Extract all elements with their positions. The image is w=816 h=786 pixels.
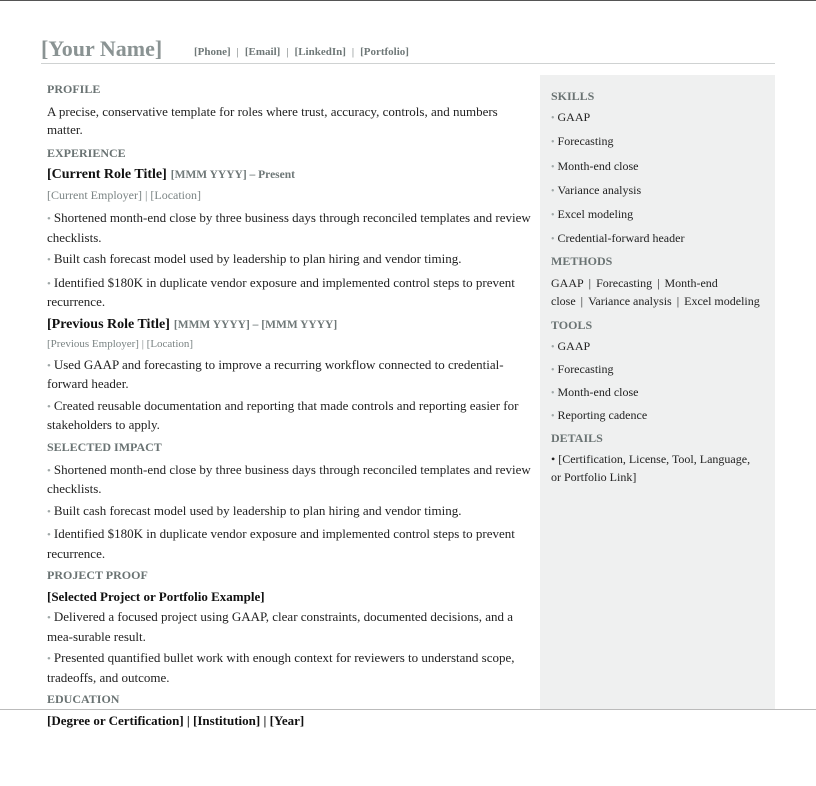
skill-item (551, 109, 763, 127)
tool-text: GAAP (557, 339, 591, 354)
main-column (47, 80, 534, 731)
bullet-icon: • (47, 529, 51, 541)
method-text: Excel modeling (684, 293, 760, 308)
method-text: GAAP (551, 276, 584, 291)
method-text: Forecasting (596, 276, 653, 291)
bullet-icon: • (551, 185, 555, 197)
bullet-icon: • (551, 411, 555, 423)
tool-item (551, 338, 763, 356)
list-item (47, 525, 534, 562)
page-bottom-edge (0, 709, 816, 710)
education-line: [Degree or Certification] | [Institution] | [Year] (47, 713, 305, 728)
tools-heading: TOOLS (551, 318, 593, 333)
bullet-text: Built cash forecast model used by leadership to plan hiring and vendor timing. (53, 251, 462, 266)
skills-list (551, 109, 763, 248)
list-item (47, 356, 534, 393)
bullet-icon: • (551, 113, 555, 124)
details-item (551, 451, 763, 486)
contact-separator: | (286, 46, 289, 58)
skill-text: Credential-forward header (557, 231, 685, 246)
tool-item (551, 384, 763, 402)
contact-portfolio: [Portfolio] (360, 46, 409, 58)
impact-heading: SELECTED IMPACT (47, 439, 162, 454)
list-item (47, 502, 534, 522)
skill-text: GAAP (557, 110, 591, 124)
bullet-text: Identified $180K in duplicate vendor exposure and implemented control steps to prevent recurrence. (47, 526, 515, 561)
bullet-icon: • (47, 464, 51, 477)
job-title-text: [Current Role Title] (47, 167, 167, 182)
bullet-text: Shortened month-end close by three business days through reconciled templates and review checklists. (47, 210, 531, 245)
candidate-name: [Your Name] (41, 36, 163, 61)
bullet-text: Shortened month-end close by three business days through reconciled templates and review checklists. (47, 461, 531, 496)
bullet-text: Delivered a focused project using GAAP, clear constraints, documented decisions, and a mea-surable result. (47, 609, 514, 644)
contact-phone: [Phone] (194, 46, 231, 58)
bullet-icon: • (47, 359, 51, 372)
education-heading: EDUCATION (47, 692, 120, 706)
contact-separator: | (236, 46, 239, 58)
tool-text: Month-end close (557, 385, 639, 400)
list-item (47, 274, 534, 311)
bullet-icon: • (551, 452, 556, 467)
sidebar-content (551, 87, 763, 486)
bullet-icon: • (551, 365, 555, 377)
method-text: Variance analysis (588, 293, 672, 308)
list-item (47, 250, 534, 270)
bullet-text: Identified $180K in duplicate vendor exposure and implemented control steps to prevent recurrence. (47, 274, 515, 309)
list-item (47, 649, 534, 686)
tools-list (551, 338, 763, 425)
job-dates: [MMM YYYY] – Present (170, 169, 295, 181)
bullet-icon: • (551, 210, 555, 222)
skill-text: Forecasting (557, 134, 614, 149)
methods-list: GAAP | Forecasting | Month-end close | Variance analysis | Excel modeling (551, 276, 760, 308)
job-dates: [MMM YYYY] – [MMM YYYY] (173, 318, 338, 331)
bullet-text: Created reusable documentation and reporting that made controls and reporting easier for stakeholders to apply. (47, 397, 519, 432)
profile-heading: PROFILE (47, 82, 101, 96)
bullet-icon: • (47, 653, 51, 665)
list-item (47, 608, 534, 645)
method-text: Month-end close (551, 276, 718, 308)
bullet-text: Built cash forecast model used by leadership to plan hiring and vendor timing. (53, 502, 462, 518)
bullet-icon: • (47, 505, 51, 518)
list-item (47, 397, 534, 434)
bullet-icon: • (551, 342, 555, 354)
bullet-icon: • (47, 254, 51, 266)
skill-item (551, 133, 763, 151)
skill-item (551, 206, 763, 224)
tool-item (551, 361, 763, 379)
bullet-text: Used GAAP and forecasting to improve a recurring workflow connected to credential-forward header. (47, 356, 504, 391)
list-item (47, 209, 534, 246)
skill-text: Month-end close (557, 158, 639, 173)
job-employer: [Current Employer] | [Location] (47, 188, 202, 202)
project-heading: PROJECT PROOF (47, 568, 148, 582)
tool-text: Forecasting (557, 362, 614, 377)
experience-heading: EXPERIENCE (47, 146, 126, 160)
skills-heading: SKILLS (551, 89, 595, 103)
list-item (47, 461, 534, 498)
contact-email: [Email] (244, 46, 281, 58)
contact-separator: | (351, 46, 355, 58)
contact-line (194, 46, 409, 58)
tool-text: Reporting cadence (557, 408, 648, 423)
contact-linkedin: [LinkedIn] (294, 46, 346, 58)
job-title (47, 165, 534, 185)
bullet-text: Presented quantified bullet work with enough context for reviewers to understand scope, tradeoffs, and outcome. (47, 650, 515, 685)
project-title: [Selected Project or Portfolio Example] (47, 589, 265, 604)
job-title (47, 315, 534, 335)
bullet-icon: • (47, 612, 51, 624)
details-text: [Certification, License, Tool, Language, or Portfolio Link] (551, 452, 751, 484)
job-title-text: [Previous Role Title] (47, 316, 170, 332)
skill-text: Excel modeling (557, 207, 634, 222)
bullet-icon: • (551, 161, 555, 173)
bullet-icon: • (551, 388, 555, 400)
profile-text: A precise, conservative template for roles where trust, accuracy, controls, and numbers matter. (47, 104, 498, 137)
skill-item (551, 230, 763, 248)
bullet-icon: • (551, 234, 555, 246)
skill-text: Variance analysis (557, 182, 642, 197)
skill-item (551, 158, 763, 176)
bullet-icon: • (551, 137, 555, 149)
methods-heading: METHODS (551, 254, 613, 269)
job-employer: [Previous Employer] | [Location] (47, 337, 194, 350)
details-heading: DETAILS (551, 431, 603, 446)
resume-header (41, 36, 775, 64)
tool-item (551, 407, 763, 425)
bullet-icon: • (47, 277, 51, 290)
bullet-icon: • (47, 213, 51, 225)
skill-item (551, 182, 763, 200)
sidebar (540, 75, 775, 709)
bullet-icon: • (47, 400, 51, 413)
